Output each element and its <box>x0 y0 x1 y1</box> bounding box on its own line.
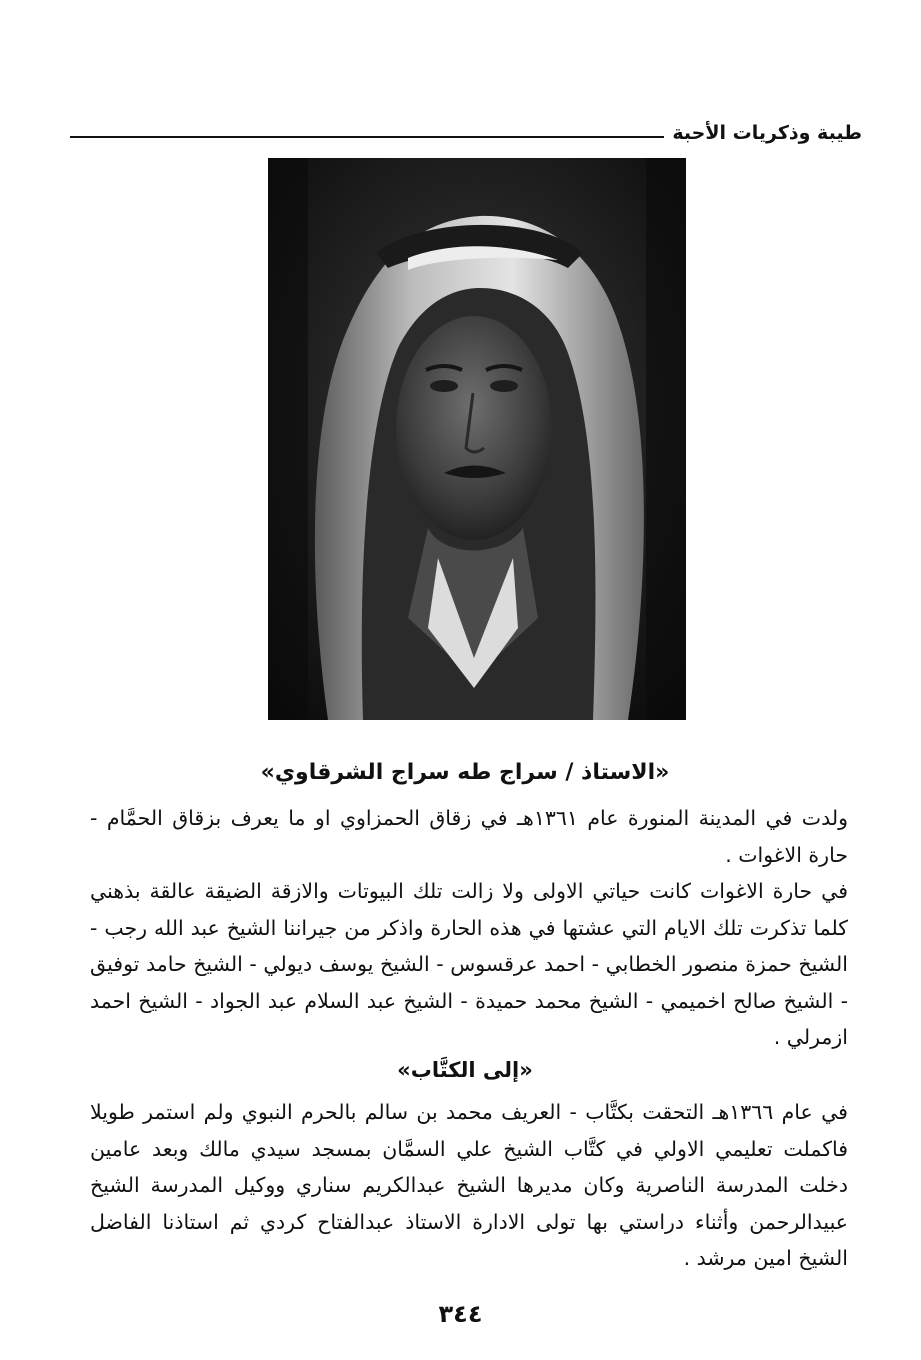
header-rule <box>70 136 664 138</box>
header-title: طيبة وذكريات الأحبة <box>672 122 862 144</box>
running-header <box>70 112 862 144</box>
photo-caption: «الاستاذ / سراج طه سراج الشرقاوي» <box>260 760 670 785</box>
paragraph-education: في عام ١٣٦٦هـ التحقت بكتَّاب - العريف محمد بن سالم بالحرم النبوي ولم استمر طويلا فاكملت تعليمي الاولي في كتَّاب الشيخ علي السمَّان بمسجد سيدي مالك وبعد عامين دخلت المدرسة الناصرية وكان مديرها الشيخ عبدالكريم سناري ووكيل المدرسة الشيخ عبيدالرحمن وأثناء دراستي بها تولى الادارة الاستاذ عبدالفتاح كردي ثم استاذنا الفاضل الشيخ امين مرشد . <box>90 1100 848 1270</box>
portrait-photo-icon <box>268 158 686 720</box>
paragraph-neighborhood: في حارة الاغوات كانت حياتي الاولى ولا زالت تلك البيوتات والازقة الضيقة عالقة بذهني كلما تذكرت تلك الايام التي عشتها في هذه الحارة واذكر من جيراننا الشيخ عبد الله رجب - الشيخ حمزة منصور الخطابي - احمد عرقسوس - الشيخ يوسف ديولي - الشيخ حامد توفيق - الشيخ صالح اخميمي - الشيخ محمد حميدة - الشيخ عبد السلام عبد الجواد - الشيخ احمد ازمرلي . <box>90 879 848 1049</box>
portrait-photo <box>268 158 686 720</box>
paragraph-birth: ولدت في المدينة المنورة عام ١٣٦١هـ في زقاق الحمزاوي او ما يعرف بزقاق الحمَّام - حارة الاغوات . <box>90 806 848 867</box>
page-number: ٣٤٤ <box>438 1300 483 1328</box>
section-heading: «إلى الكتَّاب» <box>397 1058 533 1082</box>
